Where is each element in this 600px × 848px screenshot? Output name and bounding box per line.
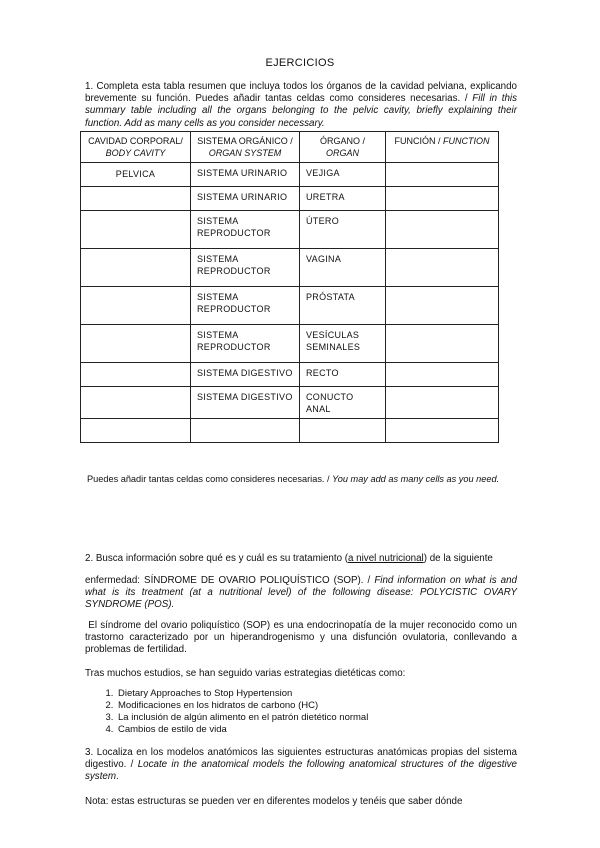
cell-cavity	[81, 249, 191, 287]
cell-function	[386, 363, 499, 387]
table-row	[81, 163, 499, 187]
cell-function	[386, 419, 499, 443]
table-header-row	[81, 132, 499, 163]
cell-organ: ÚTERO	[300, 211, 386, 249]
question-2-text-end: ) de la siguiente	[423, 553, 493, 564]
strategies-intro: Tras muchos estudios, se han seguido varias estrategias dietéticas como:	[85, 668, 406, 679]
cell-system: SISTEMA REPRODUCTOR	[191, 287, 300, 325]
question-1	[85, 81, 517, 130]
cell-function	[386, 163, 499, 187]
cell-cavity	[81, 325, 191, 363]
table-row	[81, 287, 499, 325]
header-function: FUNCIÓN / FUNCTION	[386, 132, 499, 163]
table-row	[81, 325, 499, 363]
cell-function	[386, 387, 499, 419]
cell-cavity	[81, 187, 191, 211]
table-row	[81, 211, 499, 249]
cell-organ: VESÍCULAS SEMINALES	[300, 325, 386, 363]
question-3: 3. Localiza en los modelos anatómicos las siguientes estructuras anatómicas propias del sistema digestivo. / Locate in the anatomical models the following anatomical structures of the digestive system.	[85, 747, 518, 783]
cell-organ: VAGINA	[300, 249, 386, 287]
cell-system: SISTEMA REPRODUCTOR	[191, 211, 300, 249]
question-2	[85, 575, 517, 612]
question-2-es: enfermedad: SÍNDROME DE OVARIO POLIQUÍSTICO (SOP). /	[85, 575, 371, 586]
cell-cavity	[81, 387, 191, 419]
table-row	[81, 419, 499, 443]
question-2-line1	[85, 553, 525, 565]
table-row	[81, 387, 499, 419]
cell-organ: VEJIGA	[300, 163, 386, 187]
cell-function	[386, 287, 499, 325]
list-item: 4. Cambios de estilo de vida	[116, 724, 368, 736]
table-note-en: You may add as many cells as you need.	[332, 474, 500, 484]
sop-paragraph: El síndrome del ovario poliquístico (SOP) es una endocrinopatía de la mujer reconocido como un trastorno caracterizado por un hiperandrogenismo y una disfunción ovulatoria, conllevando a problemas de fertilidad.	[85, 620, 517, 656]
summary-table	[80, 131, 499, 443]
cell-organ	[300, 419, 386, 443]
question-3-es: 3. Localiza en los modelos anatómicos las siguientes estructuras anatómicas propias del sistema digestivo. /	[85, 747, 517, 771]
cell-cavity	[81, 287, 191, 325]
cell-organ: URETRA	[300, 187, 386, 211]
cell-cavity	[81, 211, 191, 249]
cell-function	[386, 187, 499, 211]
list-item: 3. La inclusión de algún alimento en el patrón dietético normal	[116, 712, 368, 724]
cell-organ: CONUCTO ANAL	[300, 387, 386, 419]
header-body-cavity: CAVIDAD CORPORAL/ BODY CAVITY	[81, 132, 191, 163]
cell-system: SISTEMA URINARIO	[191, 163, 300, 187]
page-title: EJERCICIOS	[265, 57, 335, 69]
header-organ-system: SISTEMA ORGÁNICO / ORGAN SYSTEM	[191, 132, 300, 163]
list-item: 2. Modificaciones en los hidratos de carbono (HC)	[116, 700, 368, 712]
question-2-text: 2. Busca información sobre qué es y cuál es su tratamiento (	[85, 553, 349, 564]
cell-cavity	[81, 419, 191, 443]
strategies-list	[96, 688, 368, 736]
question-2-en: Find information on what is and what is its treatment (at a nutritional level) of the following disease: POLYCISTIC OVARY SYNDROME (POS).	[85, 575, 517, 611]
question-3-en: Locate in the anatomical models the following anatomical structures of the digestive system	[85, 759, 518, 783]
nutritional-level-underlined: a nivel nutricional	[348, 553, 424, 564]
cell-cavity	[81, 363, 191, 387]
cell-system: SISTEMA REPRODUCTOR	[191, 249, 300, 287]
header-organ: ÓRGANO / ORGAN	[300, 132, 386, 163]
cell-cavity: PELVICA	[81, 163, 191, 187]
question-1-en: Fill in this summary table including all the organs belonging to the pelvic cavity, briefly explaining their function. Add as many cells as you consider necessary.	[85, 93, 517, 129]
cell-system: SISTEMA REPRODUCTOR	[191, 325, 300, 363]
cell-organ: RECTO	[300, 363, 386, 387]
table-row	[81, 187, 499, 211]
table-row	[81, 249, 499, 287]
cell-function	[386, 211, 499, 249]
cell-system: SISTEMA DIGESTIVO	[191, 387, 300, 419]
cell-function	[386, 249, 499, 287]
table-row	[81, 363, 499, 387]
table-note-es: Puedes añadir tantas celdas como consideres necesarias. /	[87, 474, 330, 484]
cell-system: SISTEMA DIGESTIVO	[191, 363, 300, 387]
note: Nota: estas estructuras se pueden ver en diferentes modelos y tenéis que saber dónde	[85, 796, 463, 807]
cell-system: SISTEMA URINARIO	[191, 187, 300, 211]
cell-system	[191, 419, 300, 443]
list-item: 1. Dietary Approaches to Stop Hypertension	[116, 688, 368, 700]
table-note	[87, 473, 527, 485]
cell-organ: PRÓSTATA	[300, 287, 386, 325]
cell-function	[386, 325, 499, 363]
question-1-es: 1. Completa esta tabla resumen que incluya todos los órganos de la cavidad pelviana, explicando brevemente su función. Puedes añadir tantas celdas como consideres necesarias. /	[85, 81, 517, 105]
